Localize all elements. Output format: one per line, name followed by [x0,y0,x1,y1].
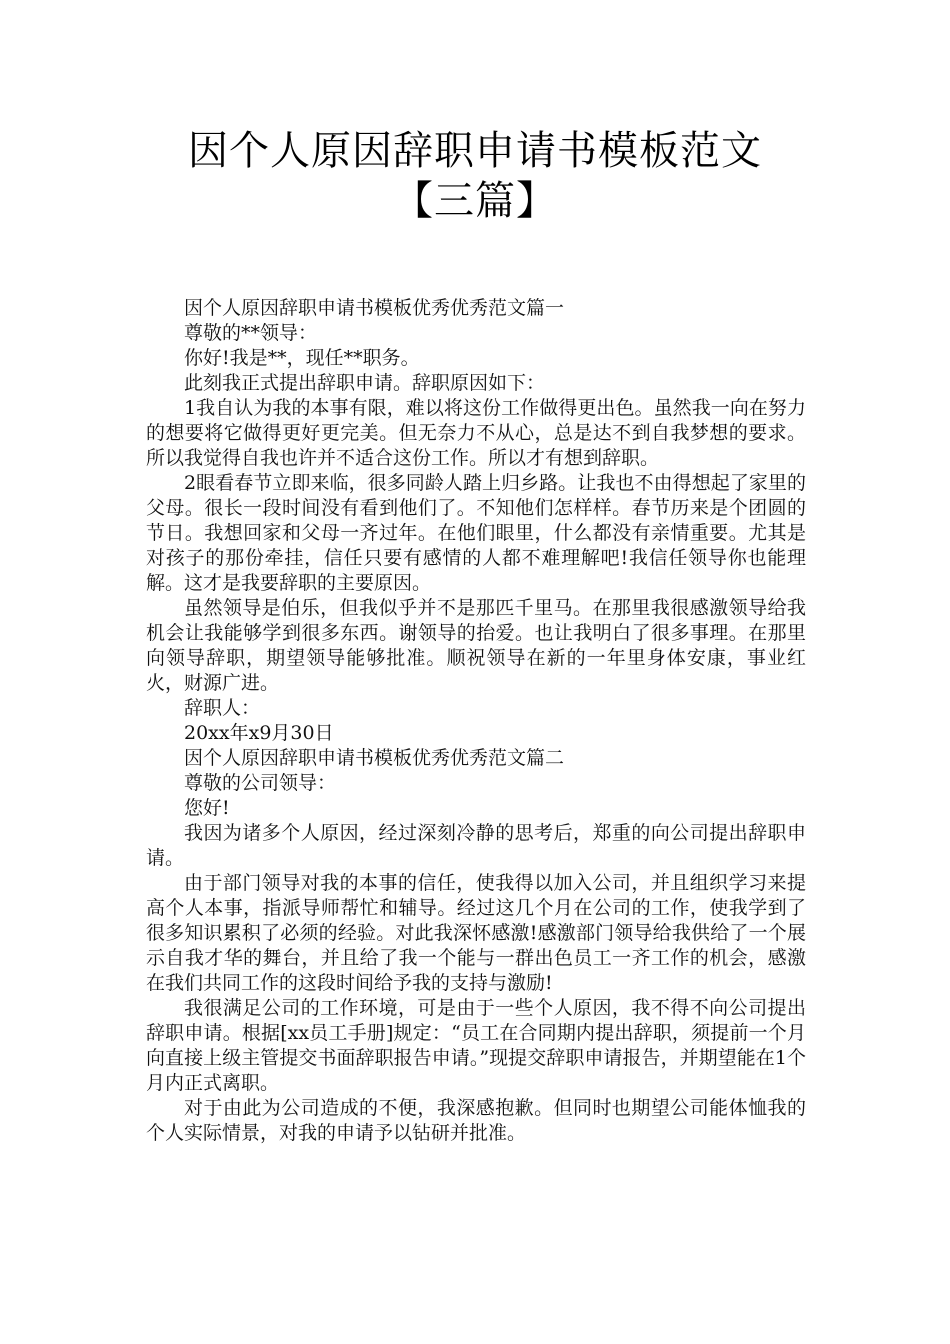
paragraph: 此刻我正式提出辞职申请。辞职原因如下： [184,372,546,394]
salutation: 尊敬的**领导： [184,322,318,344]
paragraph: 我很满足公司的工作环境，可是由于一些个人原因，我不得不向公司提出辞职申请。根据[xx员工手册]规定：“员工在合同期内提出辞职，须提前一个月向直接上级主管提交书面辞职报告申请。”现提交辞职申请报告，并期望能在1个月内正式离职。 [146,997,806,1094]
paragraph: 我因为诸多个人原因，经过深刻冷静的思考后，郑重的向公司提出辞职申请。 [146,822,806,869]
section-heading-2: 因个人原因辞职申请书模板优秀优秀范文篇二 [184,747,565,769]
signature-label: 辞职人： [184,697,261,719]
document-title: 因个人原因辞职申请书模板范文【三篇】 [188,128,762,224]
paragraph: 由于部门领导对我的本事的信任，使我得以加入公司，并且组织学习来提高个人本事，指派导师帮忙和辅导。经过这几个月在公司的工作，使我学到了很多知识累积了必须的经验。对此我深怀感激!感激部门领导给我供给了一个展示自我才华的舞台，并且给了我一个能与一群出色员工一齐工作的机会，感激在我们共同工作的这段时间给予我的支持与激励! [146,872,806,994]
paragraph: 虽然领导是伯乐，但我似乎并不是那匹千里马。在那里我很感激领导给我机会让我能够学到很多东西。谢领导的抬爱。也让我明白了很多事理。在那里向领导辞职，期望领导能够批准。顺祝领导在新的一年里身体安康，事业红火，财源广进。 [146,597,806,694]
date-line: 20xx年x9月30日 [184,722,334,744]
paragraph: 对于由此为公司造成的不便，我深感抱歉。但同时也期望公司能体恤我的个人实际情景，对我的申请予以钻研并批准。 [146,1097,806,1144]
greeting: 你好!我是**，现任**职务。 [184,347,420,369]
paragraph: 2眼看春节立即来临，很多同龄人踏上归乡路。让我也不由得想起了家里的父母。很长一段时间没有看到他们了。不知他们怎样样。春节历来是个团圆的节日。我想回家和父母一齐过年。在他们眼里，什么都没有亲情重要。尤其是对孩子的那份牵挂，信任只要有感情的人都不难理解吧!我信任领导你也能理解。这才是我要辞职的主要原因。 [146,472,806,594]
salutation: 尊敬的公司领导： [184,772,337,794]
section-heading-1: 因个人原因辞职申请书模板优秀优秀范文篇一 [184,297,565,319]
document-body [146,296,806,1146]
paragraph: 1我自认为我的本事有限，难以将这份工作做得更出色。虽然我一向在努力的想要将它做得更好更完美。但无奈力不从心，总是达不到自我梦想的要求。所以我觉得自我也许并不适合这份工作。所以才有想到辞职。 [146,397,806,469]
greeting: 您好! [184,797,230,819]
